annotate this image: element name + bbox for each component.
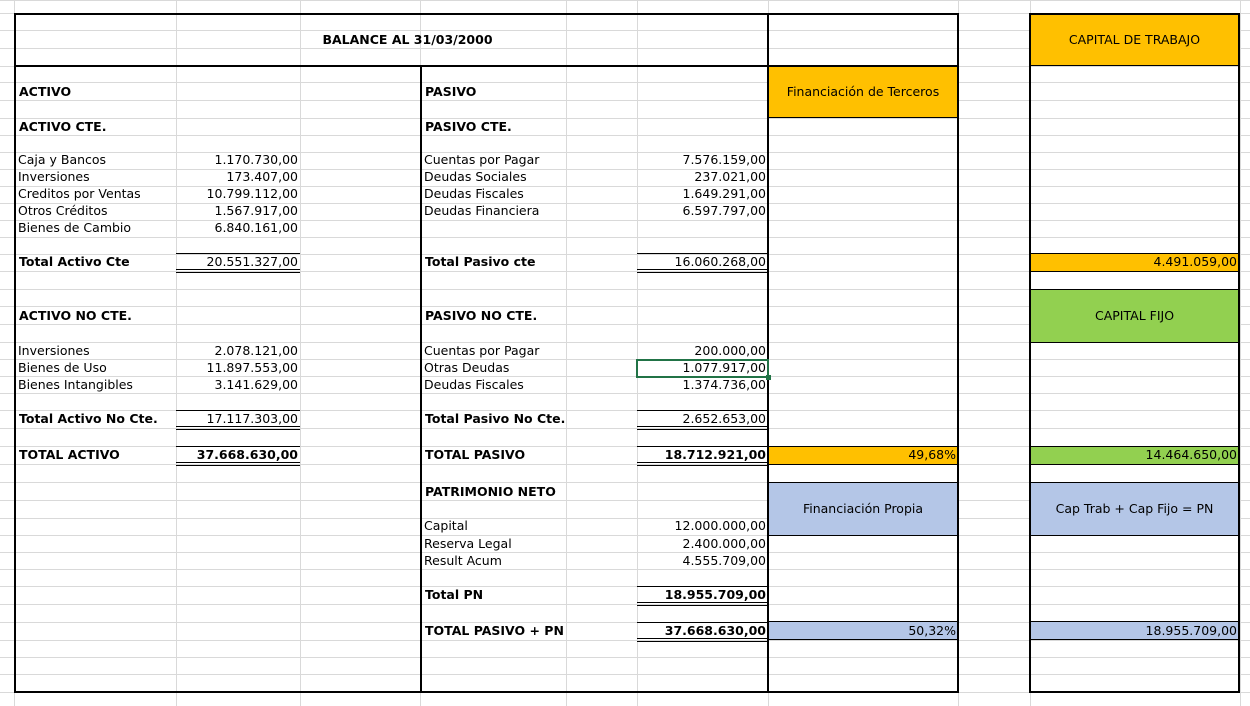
row-gridline [0,393,1250,394]
row-gridline [0,118,1250,119]
rbox-bottom [1029,691,1240,693]
activo-cte-header: ACTIVO CTE. [19,119,107,134]
rbox-left [1029,13,1031,693]
row-gridline [0,604,1250,605]
rbox-line-8 [1030,482,1239,483]
activo-cte-value[interactable]: 1.567.917,00 [214,203,298,218]
border-propia-top [768,482,958,483]
total-pasivo-cte-label: Total Pasivo cte [425,254,536,269]
pasivo-cte-header: PASIVO CTE. [425,119,512,134]
financ-terceros-label: Financiación de Terceros [786,84,940,99]
total-pasivo-label: TOTAL PASIVO [425,447,526,462]
patrimonio-header: PATRIMONIO NETO [425,484,556,499]
double-underline [637,269,768,273]
patrimonio-value[interactable]: 2.400.000,00 [682,536,766,551]
pasivo-nocte-label: Deudas Fiscales [424,377,524,392]
rbox-line-10 [1030,621,1239,622]
rbox-line-5 [1030,342,1239,343]
pasivo-cte-value[interactable]: 1.649.291,00 [682,186,766,201]
formula-label: Cap Trab + Cap Fijo = PN [1055,501,1214,516]
border-right [957,13,959,693]
patrimonio-label: Reserva Legal [424,536,512,551]
row-gridline [0,657,1250,658]
row-gridline [0,674,1250,675]
total-pasivo-pn-value[interactable]: 37.668.630,00 [664,623,766,638]
border-analysis [767,13,769,693]
total-pn-value[interactable]: 18.955.709,00 [664,587,766,602]
total-activo-cte-label: Total Activo Cte [19,254,130,269]
rbox-line-11 [1030,639,1239,640]
pasivo-nocte-header: PASIVO NO CTE. [425,308,538,323]
activo-cte-label: Caja y Bancos [18,152,107,167]
column-gridline [300,0,301,706]
activo-nocte-value[interactable]: 2.078.121,00 [214,343,298,358]
balance-title: BALANCE AL 31/03/2000 [322,32,493,47]
patrimonio-value[interactable]: 4.555.709,00 [682,553,766,568]
pasivo-cte-label: Deudas Fiscales [424,186,524,201]
activo-nocte-header: ACTIVO NO CTE. [19,308,132,323]
border-propia-bottom [768,535,958,536]
row-gridline [0,82,1250,83]
pct-terceros-value[interactable]: 49,68% [908,447,956,462]
double-underline [176,269,300,273]
activo-cte-label: Bienes de Cambio [18,220,132,235]
rbox-line-4 [1030,289,1239,290]
pasivo-nocte-label: Cuentas por Pagar [424,343,540,358]
formula-value[interactable]: 18.955.709,00 [1145,623,1237,638]
fill-handle[interactable] [766,375,771,380]
column-gridline [566,0,567,706]
double-underline [637,602,768,606]
border-pct-terceros-bottom [768,464,958,465]
rbox-top [1029,13,1240,15]
rbox-line-1 [1030,65,1239,66]
row-gridline [0,569,1250,570]
activo-header: ACTIVO [19,84,72,99]
border-activo-pasivo [420,65,422,693]
pasivo-cte-value[interactable]: 7.576.159,00 [682,152,766,167]
double-underline [637,462,768,466]
pasivo-cte-label: Deudas Sociales [424,169,527,184]
row-gridline [0,552,1250,553]
total-pasivo-nocte-value[interactable]: 2.652.653,00 [682,411,766,426]
activo-nocte-value[interactable]: 11.897.553,00 [206,360,298,375]
activo-nocte-value[interactable]: 3.141.629,00 [214,377,298,392]
border-pct-propia-top [768,621,958,622]
total-activo-value[interactable]: 37.668.630,00 [196,447,298,462]
border-left [14,13,16,693]
patrimonio-value[interactable]: 12.000.000,00 [674,518,766,533]
column-gridline [1240,0,1241,706]
activo-cte-value[interactable]: 10.799.112,00 [206,186,298,201]
activo-cte-value[interactable]: 6.840.161,00 [214,220,298,235]
row-gridline [0,640,1250,641]
activo-cte-label: Inversiones [18,169,90,184]
row-gridline [0,135,1250,136]
total-activo-label: TOTAL ACTIVO [19,447,120,462]
total-pn-label: Total PN [425,587,484,602]
activo-cte-label: Otros Créditos [18,203,108,218]
total-pasivo-nocte-label: Total Pasivo No Cte. [425,411,566,426]
patrimonio-label: Result Acum [424,553,502,568]
double-underline [176,462,300,466]
capital-trabajo-value[interactable]: 4.491.059,00 [1153,254,1237,269]
activo-cte-value[interactable]: 1.170.730,00 [214,152,298,167]
capital-fijo-label: CAPITAL FIJO [1094,308,1175,323]
double-underline [637,638,768,642]
pasivo-nocte-value[interactable]: 1.077.917,00 [682,360,766,375]
pasivo-nocte-value[interactable]: 200.000,00 [694,343,766,358]
pasivo-cte-label: Cuentas por Pagar [424,152,540,167]
capital-fijo-value[interactable]: 14.464.650,00 [1145,447,1237,462]
row-gridline [0,237,1250,238]
patrimonio-label: Capital [424,518,468,533]
total-activo-cte-value[interactable]: 20.551.327,00 [206,254,298,269]
activo-cte-value[interactable]: 173.407,00 [226,169,298,184]
pasivo-cte-label: Deudas Financiera [424,203,540,218]
rbox-line-7 [1030,464,1239,465]
row-gridline [0,586,1250,587]
financ-propia-label: Financiación Propia [802,501,924,516]
border-top [14,13,959,15]
pasivo-cte-value[interactable]: 6.597.797,00 [682,203,766,218]
total-pasivo-cte-value[interactable]: 16.060.268,00 [674,254,766,269]
pasivo-cte-value[interactable]: 237.021,00 [694,169,766,184]
border-pct-propia-bottom [768,639,958,640]
total-pasivo-value[interactable]: 18.712.921,00 [664,447,766,462]
pasivo-header: PASIVO [425,84,477,99]
activo-nocte-label: Inversiones [18,343,90,358]
pct-propia-value[interactable]: 50,32% [908,623,956,638]
double-underline [176,426,300,430]
row-gridline [0,100,1250,101]
rbox-line-3 [1030,271,1239,272]
activo-cte-label: Creditos por Ventas [18,186,141,201]
pasivo-nocte-value[interactable]: 1.374.736,00 [682,377,766,392]
row-gridline [0,0,1250,1]
capital-trabajo-label: CAPITAL DE TRABAJO [1068,32,1201,47]
rbox-line-9 [1030,535,1239,536]
total-activo-nocte-value[interactable]: 17.117.303,00 [206,411,298,426]
total-activo-nocte-label: Total Activo No Cte. [19,411,158,426]
activo-nocte-label: Bienes de Uso [18,360,107,375]
pasivo-nocte-label: Otras Deudas [424,360,510,375]
border-bottom [14,691,959,693]
rbox-right [1238,13,1240,693]
border-title-bottom [14,65,959,67]
border-terceros-bottom [768,117,958,118]
activo-nocte-label: Bienes Intangibles [18,377,133,392]
double-underline [637,426,768,430]
total-pasivo-pn-label: TOTAL PASIVO + PN [425,623,564,638]
